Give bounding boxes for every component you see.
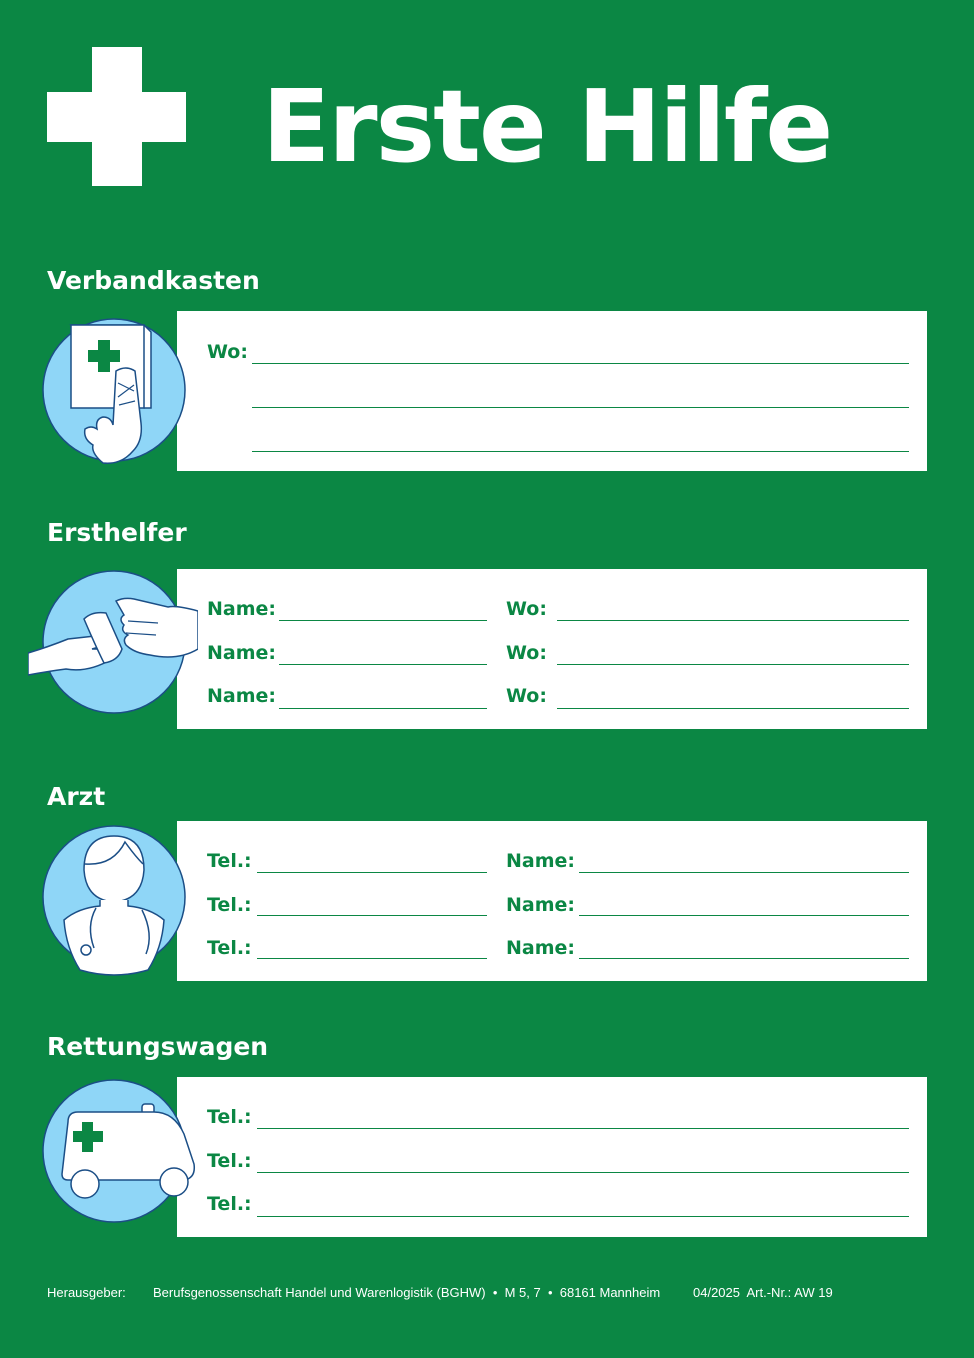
verbandkasten-form-box [177,311,927,471]
label-tel: Tel.: [207,1150,252,1172]
label-wo: Wo: [506,685,547,707]
name-line[interactable] [579,958,909,959]
label-wo: Wo: [207,341,248,363]
ambulance-icon [28,1066,198,1236]
label-wo: Wo: [506,598,547,620]
wo-line[interactable] [557,620,909,621]
footer-date-article: 04/2025 Art.-Nr.: AW 19 [693,1285,833,1300]
arzt-form-box [177,821,927,981]
label-tel: Tel.: [207,894,252,916]
label-tel: Tel.: [207,1106,252,1128]
page-title: Erste Hilfe [262,68,832,185]
section-title-rettungswagen: Rettungswagen [47,1032,269,1061]
label-name: Name: [207,642,277,664]
bandaging-hands-icon [28,557,198,727]
first-aid-cross-icon [47,47,186,186]
doctor-icon [28,812,198,982]
ersthelfer-form-box [177,569,927,729]
label-name: Name: [506,894,576,916]
tel-line[interactable] [257,1172,909,1173]
write-line[interactable] [252,407,909,408]
tel-line[interactable] [257,1128,909,1129]
label-tel: Tel.: [207,937,252,959]
tel-line[interactable] [257,872,487,873]
name-line[interactable] [279,620,487,621]
footer-publisher: Berufsgenossenschaft Handel und Warenlogistik (BGHW) • M 5, 7 • 68161 Mannheim [153,1285,661,1300]
section-title-verbandkasten: Verbandkasten [47,266,260,295]
wo-line[interactable] [557,708,909,709]
label-name: Name: [506,937,576,959]
section-title-arzt: Arzt [47,782,106,811]
wo-line[interactable] [557,664,909,665]
label-name: Name: [207,685,277,707]
label-tel: Tel.: [207,1193,252,1215]
rettungswagen-form-box [177,1077,927,1237]
label-wo: Wo: [506,642,547,664]
label-tel: Tel.: [207,850,252,872]
first-aid-kit-icon [28,305,198,475]
tel-line[interactable] [257,958,487,959]
label-name: Name: [207,598,277,620]
footer-publisher-label: Herausgeber: [47,1285,126,1300]
write-line[interactable] [252,451,909,452]
name-line[interactable] [579,872,909,873]
tel-line[interactable] [257,1216,909,1217]
section-title-ersthelfer: Ersthelfer [47,518,187,547]
tel-line[interactable] [257,915,487,916]
write-line[interactable] [252,363,909,364]
name-line[interactable] [279,708,487,709]
name-line[interactable] [579,915,909,916]
name-line[interactable] [279,664,487,665]
label-name: Name: [506,850,576,872]
